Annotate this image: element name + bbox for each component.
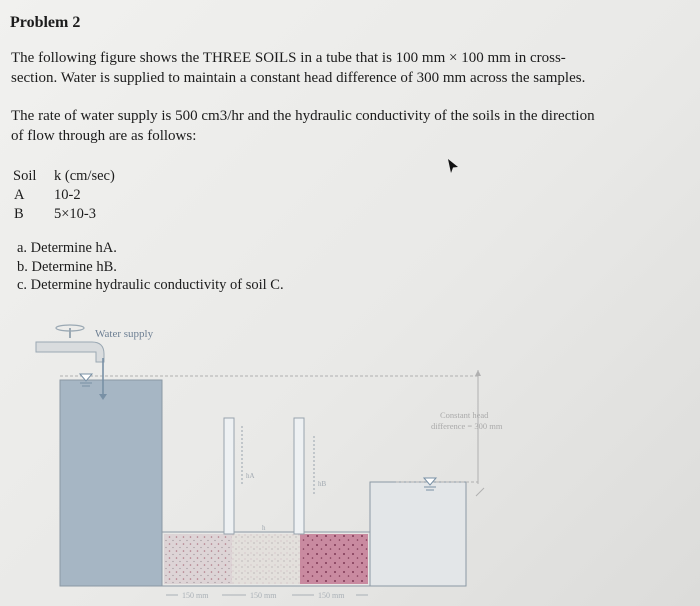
question-c: c. Determine hydraulic conductivity of soil C. bbox=[17, 277, 284, 293]
faucet-icon bbox=[36, 325, 104, 362]
paragraph-2-line-2: of flow through are as follows: bbox=[11, 128, 197, 144]
hb-label: hB bbox=[318, 480, 327, 488]
ha-label: hA bbox=[246, 472, 255, 480]
dimension-label: 150 mm bbox=[182, 591, 209, 600]
table-row-soil: A bbox=[14, 187, 25, 203]
table-row-soil: B bbox=[14, 206, 24, 222]
table-header-k: k (cm/sec) bbox=[54, 168, 115, 184]
table-row-k: 5×10-3 bbox=[54, 206, 97, 222]
piezometer-a bbox=[224, 418, 234, 534]
h-label: h bbox=[262, 524, 266, 532]
head-difference-label: difference = 300 mm bbox=[431, 421, 503, 431]
paragraph-1-line-2: section. Water is supplied to maintain a constant head difference of 300 mm across the samples. bbox=[11, 70, 586, 86]
soil-c-sample bbox=[300, 534, 368, 584]
soil-b-sample bbox=[232, 534, 300, 584]
table-row-k: 10-2 bbox=[54, 187, 81, 203]
dimension-label: 150 mm bbox=[318, 591, 345, 600]
soil-column-figure bbox=[0, 318, 700, 606]
left-reservoir bbox=[60, 380, 162, 586]
soil-a-sample bbox=[164, 534, 232, 584]
question-b: b. Determine hB. bbox=[17, 259, 117, 275]
problem-title: Problem 2 bbox=[10, 14, 81, 31]
piezometer-b bbox=[294, 418, 304, 534]
dimension-label: 150 mm bbox=[250, 591, 277, 600]
paragraph-2-line-1: The rate of water supply is 500 cm3/hr and the hydraulic conductivity of the soils in the direction bbox=[11, 108, 595, 124]
paragraph-1-line-1: The following figure shows the THREE SOILS in a tube that is 100 mm × 100 mm in cross- bbox=[11, 50, 566, 66]
mouse-cursor-icon bbox=[446, 158, 460, 176]
table-header-soil: Soil bbox=[13, 168, 37, 184]
question-a: a. Determine hA. bbox=[17, 240, 117, 256]
constant-head-label: Constant head bbox=[440, 410, 489, 420]
water-supply-label: Water supply bbox=[95, 328, 154, 340]
right-reservoir bbox=[370, 482, 466, 586]
